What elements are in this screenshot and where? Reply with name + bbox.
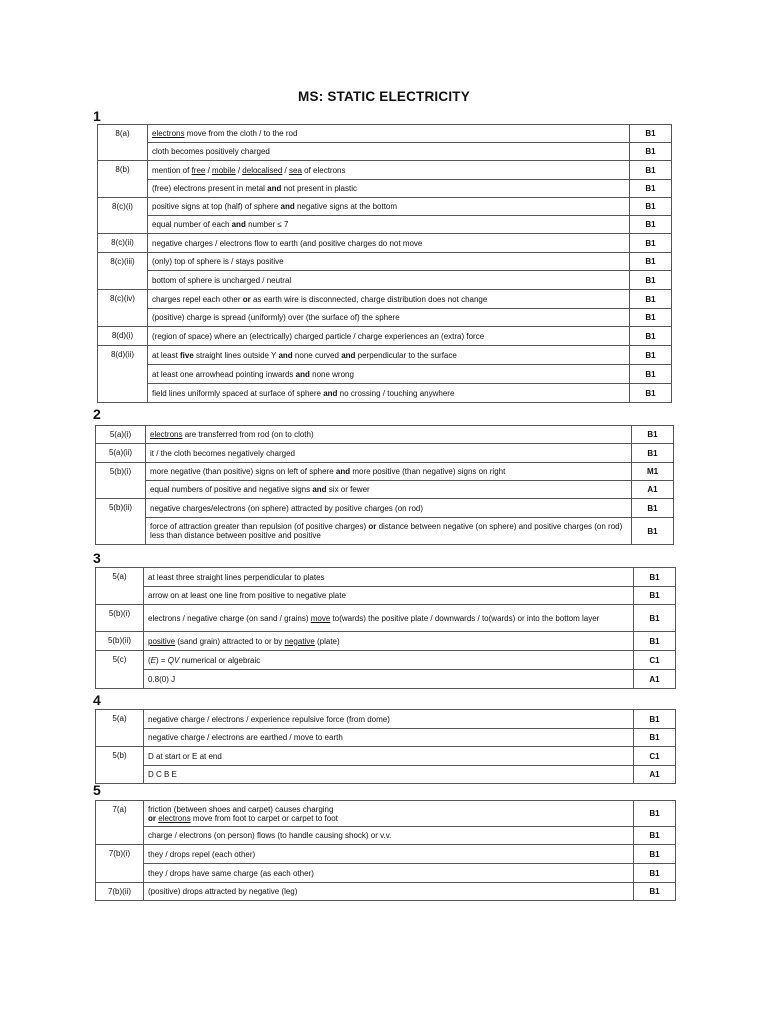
answer-text: electrons are transferred from rod (on to cloth): [146, 426, 632, 444]
table-row: [98, 125, 672, 143]
table-row: [96, 651, 676, 670]
mark-code: M1: [632, 463, 674, 481]
table-row: [96, 568, 676, 587]
answer-text: equal number of each and number ≤ 7: [148, 216, 630, 234]
answer-text: charge / electrons (on person) flows (to handle causing shock) or v.v.: [144, 827, 634, 845]
question-part: 5(a): [96, 568, 144, 605]
question-part: 5(a): [96, 710, 144, 747]
question-part: 7(a): [96, 801, 144, 845]
answer-text: 0.8(0) J: [144, 670, 634, 689]
mark-code: B1: [630, 216, 672, 234]
table-row: [96, 729, 676, 747]
table-row: [96, 883, 676, 901]
mark-code: B1: [630, 143, 672, 161]
table-row: [98, 143, 672, 161]
mark-code: B1: [630, 271, 672, 290]
mark-code: A1: [634, 670, 676, 689]
mark-code: B1: [630, 384, 672, 403]
mark-code: B1: [634, 827, 676, 845]
answer-text: D at start or E at end: [144, 747, 634, 766]
mark-code: B1: [630, 198, 672, 216]
question-part: 5(c): [96, 651, 144, 689]
question-part: 7(b)(ii): [96, 883, 144, 901]
question-part: 5(b)(ii): [96, 632, 144, 651]
table-row: [98, 346, 672, 365]
question-part: 5(a)(i): [96, 426, 146, 444]
answer-text: at least three straight lines perpendicular to plates: [144, 568, 634, 587]
question-part: 8(d)(i): [98, 327, 148, 346]
mark-code: B1: [630, 290, 672, 309]
mark-table-q4: [95, 709, 676, 784]
mark-code: B1: [632, 499, 674, 518]
answer-text: positive (sand grain) attracted to or by negative (plate): [144, 632, 634, 651]
table-row: [98, 161, 672, 180]
table-row: [98, 271, 672, 290]
page-title: MS: STATIC ELECTRICITY: [298, 89, 470, 104]
table-row: [96, 463, 674, 481]
mark-code: B1: [630, 309, 672, 327]
table-row: [96, 481, 674, 499]
mark-code: C1: [634, 651, 676, 670]
table-row: [96, 426, 674, 444]
question-part: 5(b): [96, 747, 144, 784]
table-row: [96, 801, 676, 827]
question-number: 4: [93, 692, 101, 708]
mark-code: B1: [630, 125, 672, 143]
mark-table-q2: [95, 425, 674, 545]
question-part: 5(a)(ii): [96, 444, 146, 463]
answer-text: D C B E: [144, 766, 634, 784]
table-row: [98, 253, 672, 271]
mark-code: B1: [634, 710, 676, 729]
question-number: 2: [93, 406, 101, 422]
question-part: 8(c)(iii): [98, 253, 148, 290]
table-row: [98, 309, 672, 327]
table-row: [98, 365, 672, 384]
answer-text: electrons / negative charge (on sand / grains) move to(wards) the positive plate / downwards / to(wards) or into the bottom layer: [144, 605, 634, 632]
table-row: [96, 632, 676, 651]
answer-text: negative charges / electrons flow to earth (and positive charges do not move: [148, 234, 630, 253]
question-part: 8(b): [98, 161, 148, 198]
answer-text: (E) = QV numerical or algebraic: [144, 651, 634, 670]
question-part: 7(b)(i): [96, 845, 144, 883]
mark-code: B1: [632, 518, 674, 545]
answer-text: electrons move from the cloth / to the rod: [148, 125, 630, 143]
answer-text: they / drops have same charge (as each other): [144, 864, 634, 883]
answer-text: force of attraction greater than repulsion (of positive charges) or distance between negative (on sphere) and positive charges (on rod) less than distance between positive and positive: [146, 518, 632, 545]
table-row: [96, 518, 674, 545]
table-row: [96, 670, 676, 689]
mark-code: B1: [630, 365, 672, 384]
table-row: [96, 444, 674, 463]
answer-text: bottom of sphere is uncharged / neutral: [148, 271, 630, 290]
question-number: 1: [93, 108, 101, 124]
answer-text: (only) top of sphere is / stays positive: [148, 253, 630, 271]
question-part: 8(d)(ii): [98, 346, 148, 403]
table-row: [96, 710, 676, 729]
answer-text: equal numbers of positive and negative signs and six or fewer: [146, 481, 632, 499]
answer-text: negative charges/electrons (on sphere) attracted by positive charges (on rod): [146, 499, 632, 518]
question-part: 5(b)(ii): [96, 499, 146, 545]
table-row: [98, 216, 672, 234]
answer-text: they / drops repel (each other): [144, 845, 634, 864]
answer-text: it / the cloth becomes negatively charged: [146, 444, 632, 463]
mark-table-q5: [95, 800, 676, 901]
mark-code: B1: [630, 161, 672, 180]
mark-code: B1: [630, 327, 672, 346]
table-row: [96, 766, 676, 784]
question-part: 8(c)(i): [98, 198, 148, 234]
question-part: 5(b)(i): [96, 605, 144, 632]
mark-code: C1: [634, 747, 676, 766]
table-row: [96, 747, 676, 766]
mark-code: B1: [634, 729, 676, 747]
mark-table-q1: [97, 124, 672, 403]
answer-text: field lines uniformly spaced at surface of sphere and no crossing / touching anywhere: [148, 384, 630, 403]
answer-text: charges repel each other or as earth wire is disconnected, charge distribution does not change: [148, 290, 630, 309]
answer-text: (free) electrons present in metal and not present in plastic: [148, 180, 630, 198]
answer-text: mention of free / mobile / delocalised / sea of electrons: [148, 161, 630, 180]
table-row: [96, 827, 676, 845]
mark-code: B1: [634, 587, 676, 605]
answer-text: (positive) drops attracted by negative (leg): [144, 883, 634, 901]
question-part: 5(b)(i): [96, 463, 146, 499]
question-number: 5: [93, 782, 101, 798]
table-row: [96, 587, 676, 605]
question-part: 8(c)(iv): [98, 290, 148, 327]
table-row: [96, 499, 674, 518]
mark-code: B1: [630, 253, 672, 271]
mark-code: B1: [630, 346, 672, 365]
mark-code: B1: [634, 605, 676, 632]
mark-code: A1: [634, 766, 676, 784]
answer-text: at least one arrowhead pointing inwards and none wrong: [148, 365, 630, 384]
question-part: 8(a): [98, 125, 148, 161]
mark-code: B1: [630, 180, 672, 198]
mark-code: B1: [634, 864, 676, 883]
mark-code: B1: [632, 444, 674, 463]
table-row: [98, 234, 672, 253]
answer-text: at least five straight lines outside Y and none curved and perpendicular to the surface: [148, 346, 630, 365]
mark-code: B1: [630, 234, 672, 253]
question-part: 8(c)(ii): [98, 234, 148, 253]
table-row: [98, 384, 672, 403]
mark-table-q3: [95, 567, 676, 689]
mark-code: B1: [634, 632, 676, 651]
mark-code: B1: [632, 426, 674, 444]
answer-text: positive signs at top (half) of sphere and negative signs at the bottom: [148, 198, 630, 216]
table-row: [98, 180, 672, 198]
answer-text: more negative (than positive) signs on left of sphere and more positive (than negative) signs on right: [146, 463, 632, 481]
answer-text: negative charge / electrons / experience repulsive force (from dome): [144, 710, 634, 729]
table-row: [98, 327, 672, 346]
mark-code: B1: [634, 801, 676, 827]
table-row: [96, 845, 676, 864]
answer-text: cloth becomes positively charged: [148, 143, 630, 161]
answer-text: friction (between shoes and carpet) causes charging or electrons move from foot to carpet or carpet to foot: [144, 801, 634, 827]
table-row: [96, 605, 676, 632]
mark-code: B1: [634, 883, 676, 901]
table-row: [96, 864, 676, 883]
answer-text: negative charge / electrons are earthed / move to earth: [144, 729, 634, 747]
mark-code: B1: [634, 845, 676, 864]
question-number: 3: [93, 550, 101, 566]
table-row: [98, 198, 672, 216]
answer-text: (region of space) where an (electrically) charged particle / charge experiences an (extra) force: [148, 327, 630, 346]
table-row: [98, 290, 672, 309]
answer-text: (positive) charge is spread (uniformly) over (the surface of) the sphere: [148, 309, 630, 327]
mark-code: A1: [632, 481, 674, 499]
mark-code: B1: [634, 568, 676, 587]
answer-text: arrow on at least one line from positive to negative plate: [144, 587, 634, 605]
